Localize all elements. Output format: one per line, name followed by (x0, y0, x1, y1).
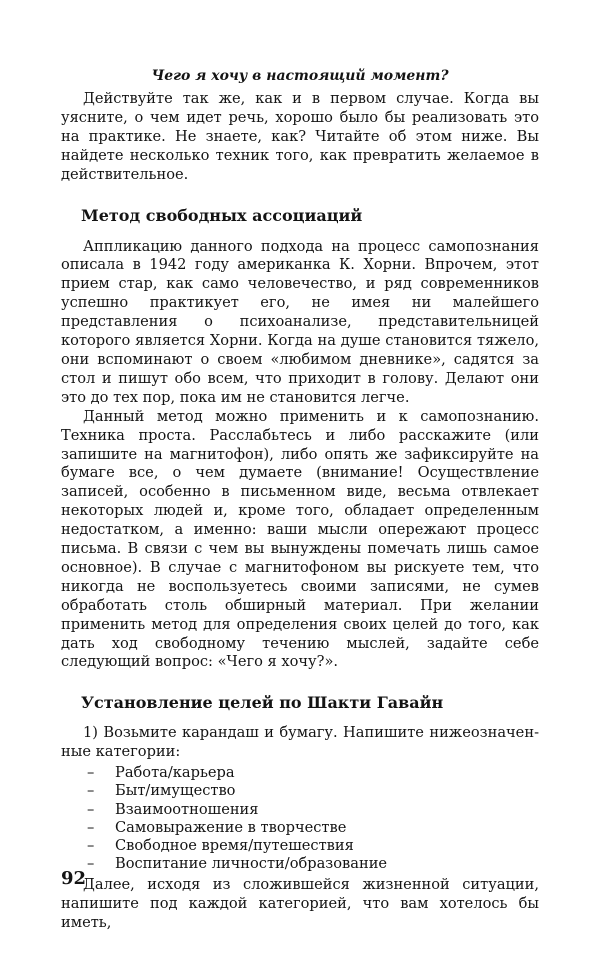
dash-marker: – (87, 837, 95, 854)
category-list (61, 764, 539, 873)
section1-paragraph-2: Данный метод можно применить и к самопознанию. Техника проста. Расслабьтесь и либо расскажите (или запишите на магнитофон), либо опять же зафиксируйте на бумаге все, о чем думаете (внимание! Осуществление записей, особенно в письменном виде, весьма отвлекает некоторых людей и, кроме того, обладает определенным недостатком, а именно: ваши мысли опережают процесс письма. В связи с чем вы вынуждены помечать лишь самое основное). В случае с магнитофоном вы рискуете тем, что никогда не воспользуетесь своими записями, не сумев обработать столь обширный материал. При желании применить метод для определения своих целей до того, как дать ход свободному течению мыслей, задайте себе следующий вопрос: «Чего я хочу?». (61, 407, 539, 671)
list-item-text: Воспитание личности/образование (115, 855, 388, 873)
list-item-text: Быт/имущество (115, 782, 236, 800)
section2-closing-paragraph: Далее, исходя из сложившейся жизненной ситуации, напишите под каждой категорией, что вам хотелось бы иметь, (61, 876, 539, 932)
list-item (61, 782, 539, 800)
list-item (61, 855, 539, 873)
list-item (61, 837, 539, 855)
intro-paragraph: Действуйте так же, как и в первом случае. Когда вы уясните, о чем идет речь, хорошо было бы реализовать это на практике. Не знаете, как? Читайте об этом ниже. Вы найдете несколько техник того, как превратить желаемое в действительное. (61, 90, 539, 183)
dash-marker: – (87, 800, 95, 818)
book-page (61, 66, 539, 933)
list-item-text: Взаимоотношения (115, 800, 259, 818)
page-number: 92 (61, 868, 87, 889)
list-item (61, 764, 539, 782)
section-heading-free-association: Метод свободных ассоциаций (81, 205, 363, 225)
intro-subheading: Чего я хочу в настоящий момент? (151, 68, 449, 84)
list-item-text: Свободное время/путешествия (115, 837, 354, 854)
dash-marker: – (87, 818, 95, 836)
section-heading-goal-setting: Установление целей по Шакти Гавайн (81, 693, 444, 713)
dash-marker: – (87, 855, 95, 873)
section2-intro-paragraph: 1) Возьмите карандаш и бумагу. Напишите нижеозначенные категории: (61, 724, 539, 761)
section1-paragraph-1: Аппликацию данного подхода на процесс самопознания описала в 1942 году американка К. Хорни. Впрочем, этот прием стар, как само человечество, и ряд современников успешно практикует его, не имея ни малейшего представления о психоанализе, представительницей которого является Хорни. Когда на душе становится тяжело, они вспоминают о своем «любимом дневнике», садятся за стол и пишут обо всем, что приходит в голову. Делают они это до тех пор, пока им не становится легче. (61, 237, 539, 406)
list-item-text: Работа/карьера (115, 764, 235, 782)
dash-marker: – (87, 764, 95, 782)
list-item-text: Самовыражение в творчестве (115, 818, 347, 836)
dash-marker: – (87, 782, 95, 800)
list-item (61, 801, 539, 819)
list-item (61, 819, 539, 837)
